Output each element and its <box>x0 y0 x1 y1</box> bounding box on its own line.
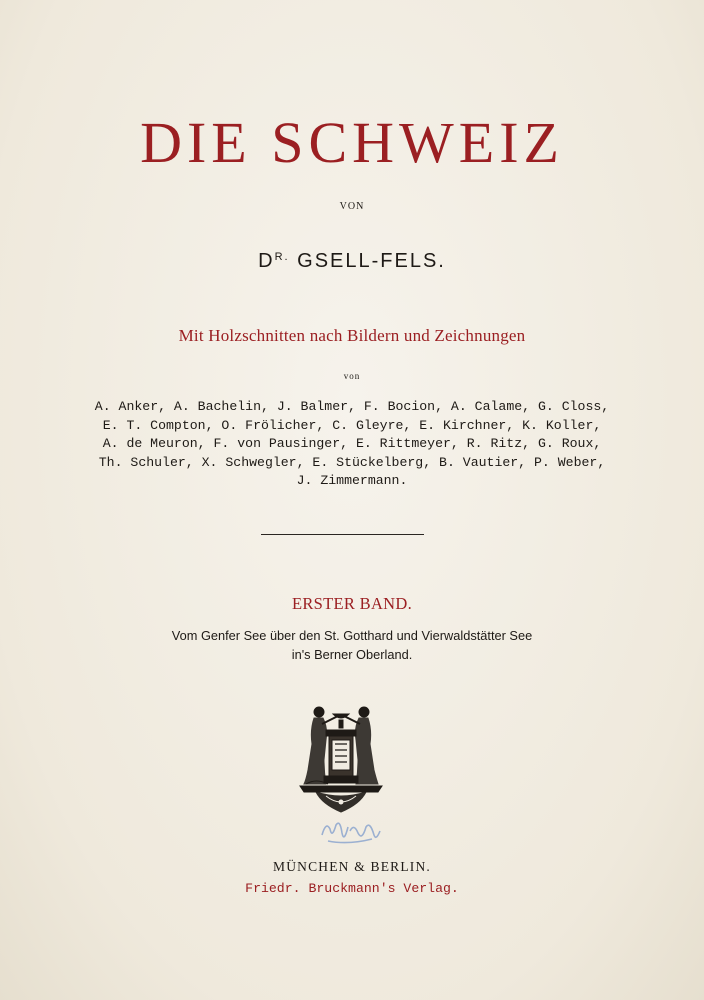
volume-description <box>0 626 704 664</box>
subtitle: Mit Holzschnitten nach Bildern und Zeichnungen <box>178 326 526 345</box>
author-prefix-sup: R. <box>274 251 290 263</box>
author-prefix: D <box>258 250 275 272</box>
volume-description-line: in's Berner Oberland. <box>291 647 413 662</box>
by-label: VON <box>339 201 365 212</box>
author-line <box>0 245 704 273</box>
book-title: DIE SCHWEIZ <box>140 110 564 175</box>
artists-line: E. T. Compton, O. Frölicher, C. Gleyre, E. Kirchner, K. Koller, <box>102 417 602 433</box>
publisher-name: Friedr. Bruckmann's Verlag. <box>245 881 459 896</box>
artists-line: A. Anker, A. Bachelin, J. Balmer, F. Bocion, A. Calame, G. Closs, <box>94 399 610 414</box>
illustrators-by-label: von <box>343 371 361 381</box>
artists-list <box>0 398 704 491</box>
allegorical-figures-with-altar-icon <box>286 700 396 815</box>
volume-description-line: Vom Genfer See über den St. Gotthard und Vierwaldstätter See <box>171 628 533 643</box>
artists-line: Th. Schuler, X. Schwegler, E. Stückelberg, B. Vautier, P. Weber, <box>98 454 606 470</box>
imprint-cities: MÜNCHEN & BERLIN. <box>272 859 432 874</box>
author-name: GSELL-FELS. <box>297 250 446 272</box>
artists-line: J. Zimmermann. <box>296 473 408 489</box>
artists-line: A. de Meuron, F. von Pausinger, E. Rittmeyer, R. Ritz, G. Roux, <box>102 436 602 452</box>
divider-rule <box>261 534 424 535</box>
library-stamp-icon <box>318 815 384 849</box>
volume-heading: ERSTER BAND. <box>291 594 413 613</box>
